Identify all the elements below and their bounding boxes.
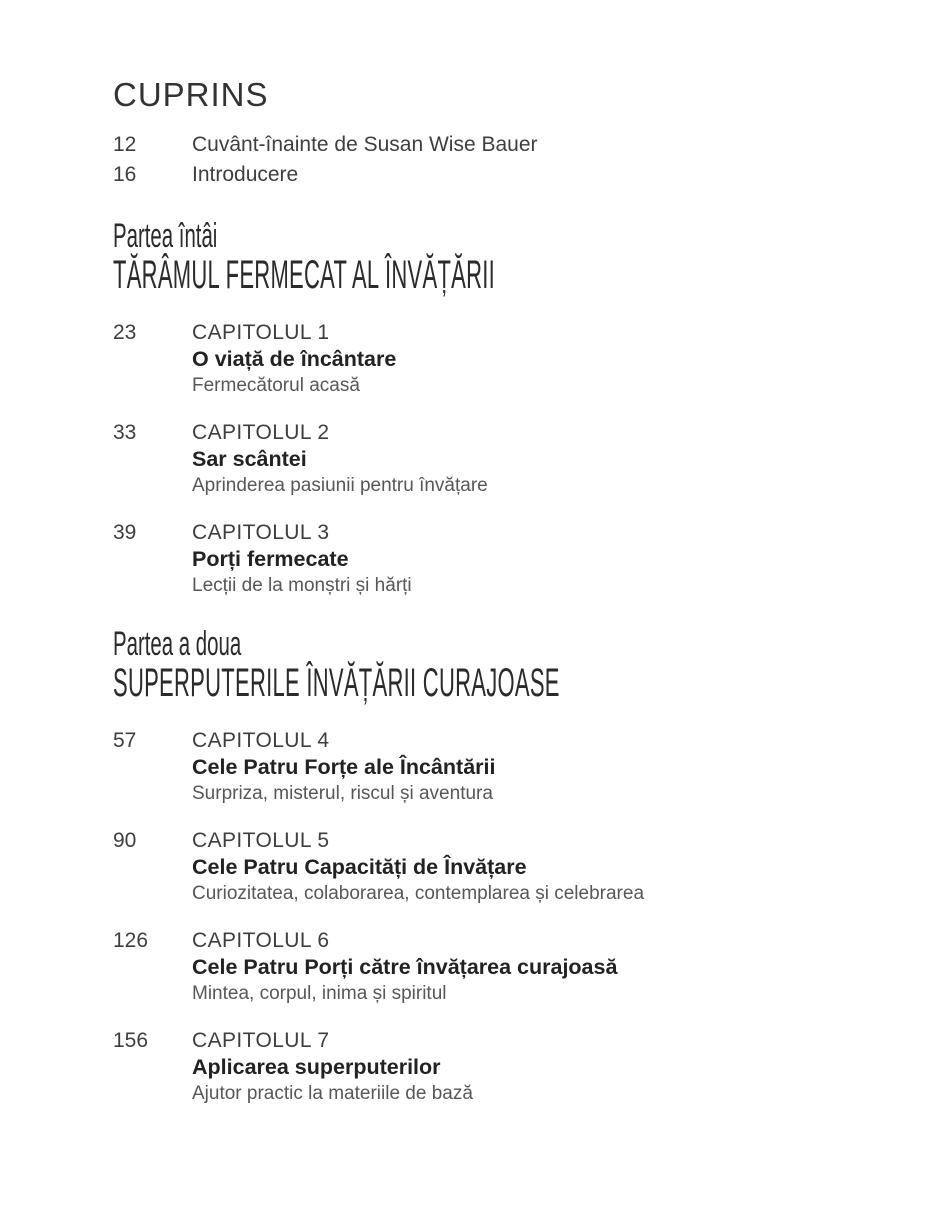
chapter-page-number: 126 xyxy=(113,929,149,952)
chapter-body xyxy=(192,419,488,498)
entry-page-number: 12 xyxy=(113,133,137,156)
chapter-title: Aplicarea superputerilor xyxy=(192,1055,441,1079)
chapter-page-number: 33 xyxy=(113,421,137,444)
chapter-body xyxy=(192,519,412,598)
chapter-entry xyxy=(113,319,894,398)
chapter-subtitle: Ajutor practic la materiile de bază xyxy=(192,1083,473,1104)
chapter-subtitle: Curiozitatea, colaborarea, contemplarea și celebrarea xyxy=(192,883,645,904)
chapter-body xyxy=(192,827,644,906)
chapter-subtitle: Surpriza, misterul, riscul și aventura xyxy=(192,783,493,804)
chapter-entry xyxy=(113,419,894,498)
page-title: CUPRINS xyxy=(113,76,269,113)
chapter-kicker: CAPITOLUL 1 xyxy=(192,321,330,344)
chapter-body xyxy=(192,927,617,1006)
chapter-title: Cele Patru Forțe ale Încântării xyxy=(192,755,496,779)
part-title: SUPERPUTERILE ÎNVĂȚĂRII CURAJOASE xyxy=(113,661,560,705)
chapter-kicker: CAPITOLUL 2 xyxy=(192,421,330,444)
chapter-entry xyxy=(113,1027,894,1106)
chapter-title: Sar scântei xyxy=(192,447,307,471)
part-heading xyxy=(113,625,894,703)
part-label: Partea întâi xyxy=(113,217,218,255)
chapter-title: Cele Patru Capacități de Învățare xyxy=(192,855,527,879)
chapter-entry xyxy=(113,519,894,598)
chapter-entry xyxy=(113,927,894,1006)
entry-page-number: 16 xyxy=(113,163,137,186)
toc-entry xyxy=(113,130,894,160)
chapter-kicker: CAPITOLUL 6 xyxy=(192,929,330,952)
chapter-title: O viață de încântare xyxy=(192,347,397,371)
entry-title: Cuvânt-înainte de Susan Wise Bauer xyxy=(192,133,538,156)
chapter-title: Cele Patru Porți către învățarea curajoasă xyxy=(192,955,618,979)
chapter-kicker: CAPITOLUL 5 xyxy=(192,829,330,852)
chapter-kicker: CAPITOLUL 3 xyxy=(192,521,330,544)
chapter-page-number: 90 xyxy=(113,829,137,852)
part-title: TĂRÂMUL FERMECAT AL ÎNVĂȚĂRII xyxy=(113,253,496,297)
chapter-subtitle: Fermecătorul acasă xyxy=(192,375,360,396)
chapter-kicker: CAPITOLUL 7 xyxy=(192,1029,330,1052)
chapter-entry xyxy=(113,827,894,906)
chapter-title: Porți fermecate xyxy=(192,547,349,571)
chapter-kicker: CAPITOLUL 4 xyxy=(192,729,330,752)
chapter-page-number: 57 xyxy=(113,729,137,752)
chapter-body xyxy=(192,319,396,398)
toc-entry xyxy=(113,160,894,190)
chapter-body xyxy=(192,727,496,806)
chapter-subtitle: Mintea, corpul, inima și spiritul xyxy=(192,983,447,1004)
chapter-subtitle: Lecții de la monștri și hărți xyxy=(192,575,412,596)
chapter-subtitle: Aprinderea pasiunii pentru învățare xyxy=(192,475,488,496)
chapter-entry xyxy=(113,727,894,806)
chapter-page-number: 39 xyxy=(113,521,137,544)
chapter-page-number: 23 xyxy=(113,321,137,344)
chapter-body xyxy=(192,1027,473,1106)
chapter-page-number: 156 xyxy=(113,1029,149,1052)
part-heading xyxy=(113,217,894,295)
entry-title: Introducere xyxy=(192,163,299,186)
part-label: Partea a doua xyxy=(113,625,242,663)
